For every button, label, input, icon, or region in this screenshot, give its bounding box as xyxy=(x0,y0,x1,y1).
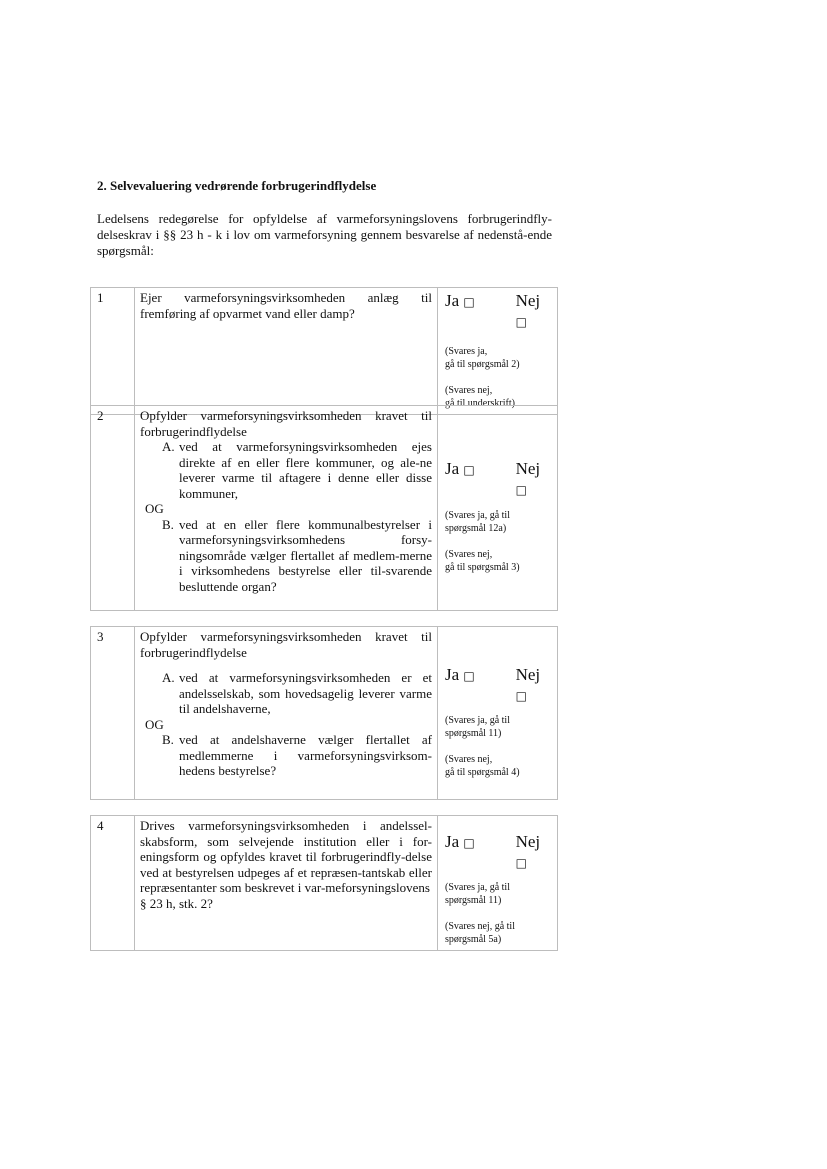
no-note: (Svares nej, gå til spørgsmål 4) xyxy=(445,754,520,778)
nej-checkbox-icon[interactable]: □ xyxy=(515,856,527,870)
option-a: A. ved at varmeforsyningsvirksomheden er et andelsselskab, som hovedsagelig leverer varme til andelshaverne, xyxy=(162,670,432,716)
ja-checkbox-icon[interactable]: □ xyxy=(463,295,475,309)
question-4-table xyxy=(90,815,558,951)
question-2-table xyxy=(90,405,558,611)
question-number: 4 xyxy=(91,816,135,951)
answer-cell xyxy=(438,816,558,951)
nej-checkbox-icon[interactable]: □ xyxy=(515,689,527,703)
nej-option[interactable]: Nej □ xyxy=(515,459,541,497)
question-text: Drives varmeforsyningsvirksomheden i andelssel-skabsform, som selvejende institution eller i for-eningsform og opfyldes kravet til forbrugerindfly-delse ved at bestyrelsen udpeges af et repræsen-tantskab eller repræsentanter som beskrevet i var-meforsyningslovens § 23 h, stk. 2? xyxy=(135,816,438,951)
nej-checkbox-icon[interactable]: □ xyxy=(515,315,527,329)
option-b: B. ved at andelshaverne vælger flertallet af medlemmerne i varmeforsyningsvirksom-hedens bestyrelse? xyxy=(162,732,432,778)
no-note: (Svares nej, gå til spørgsmål 5a) xyxy=(445,921,515,945)
ja-checkbox-icon[interactable]: □ xyxy=(463,836,475,850)
question-text: Ejer varmeforsyningsvirksomheden anlæg til fremføring af opvarmet vand eller damp? xyxy=(135,288,438,415)
no-note: (Svares nej, gå til underskrift) xyxy=(445,385,515,409)
answer-cell xyxy=(438,627,558,800)
no-note: (Svares nej, gå til spørgsmål 3) xyxy=(445,549,520,573)
option-a: A. ved at varmeforsyningsvirksomheden ejes direkte af en eller flere kommuner, og ale-ne leverer varme til aftagere i denne eller disse kommuner, xyxy=(162,439,432,501)
nej-option[interactable]: Nej □ xyxy=(515,665,541,703)
question-text: Opfylder varmeforsyningsvirksomheden kravet til forbrugerindflydelse A. ved at varmeforsyningsvirksomheden er et andelsselskab, som hovedsagelig leverer varme til andelshaverne, OG B. ved at andelshaverne vælger flertallet af medlemmerne i varmeforsyningsvirksom-hedens bestyrelse? xyxy=(135,627,438,800)
question-1-table xyxy=(90,287,558,415)
ja-option[interactable]: Ja □ xyxy=(445,459,475,478)
answer-cell xyxy=(438,406,558,611)
question-3-table xyxy=(90,626,558,800)
ja-checkbox-icon[interactable]: □ xyxy=(463,669,475,683)
intro-paragraph: Ledelsens redegørelse for opfyldelse af varmeforsyningslovens forbrugerindfly-delseskrav i §§ 23 h - k i lov om varmeforsyning gennem besvarelse af nedenstå-ende spørgsmål: xyxy=(97,211,552,258)
og-connector: OG xyxy=(145,501,164,516)
option-b: B. ved at en eller flere kommunalbestyrelser i varmeforsyningsvirksomhedens forsy-ningsområde vælger flertallet af medlem-merne i virksomhedens bestyrelse eller til-svarende besluttende organ? xyxy=(162,516,432,594)
question-number: 3 xyxy=(91,627,135,800)
ja-option[interactable]: Ja □ xyxy=(445,832,475,851)
ja-option[interactable]: Ja □ xyxy=(445,291,475,310)
question-number: 2 xyxy=(91,406,135,611)
nej-checkbox-icon[interactable]: □ xyxy=(515,483,527,497)
nej-option[interactable]: Nej □ xyxy=(515,832,541,870)
nej-option[interactable]: Nej □ xyxy=(515,291,541,329)
yes-note: (Svares ja, gå til spørgsmål 11) xyxy=(445,715,510,739)
answer-cell xyxy=(438,288,558,415)
question-text: Opfylder varmeforsyningsvirksomheden kravet til forbrugerindflydelse A. ved at varmeforsyningsvirksomheden ejes direkte af en eller flere kommuner, og ale-ne leverer varme til aftagere i denne eller disse kommuner, OG B. ved at en eller flere kommunalbestyrelser i varmeforsyningsvirksomhedens forsy-ningsområde vælger flertallet af medlem-merne i virksomhedens bestyrelse eller til-svarende besluttende organ? xyxy=(135,406,438,611)
og-connector: OG xyxy=(145,716,164,732)
question-number: 1 xyxy=(91,288,135,415)
section-heading: 2. Selvevaluering vedrørende forbrugerindflydelse xyxy=(97,178,377,193)
yes-note: (Svares ja, gå til spørgsmål 2) xyxy=(445,346,520,370)
yes-note: (Svares ja, gå til spørgsmål 12a) xyxy=(445,510,510,534)
yes-note: (Svares ja, gå til spørgsmål 11) xyxy=(445,882,510,906)
ja-option[interactable]: Ja □ xyxy=(445,665,475,684)
ja-checkbox-icon[interactable]: □ xyxy=(463,463,475,477)
